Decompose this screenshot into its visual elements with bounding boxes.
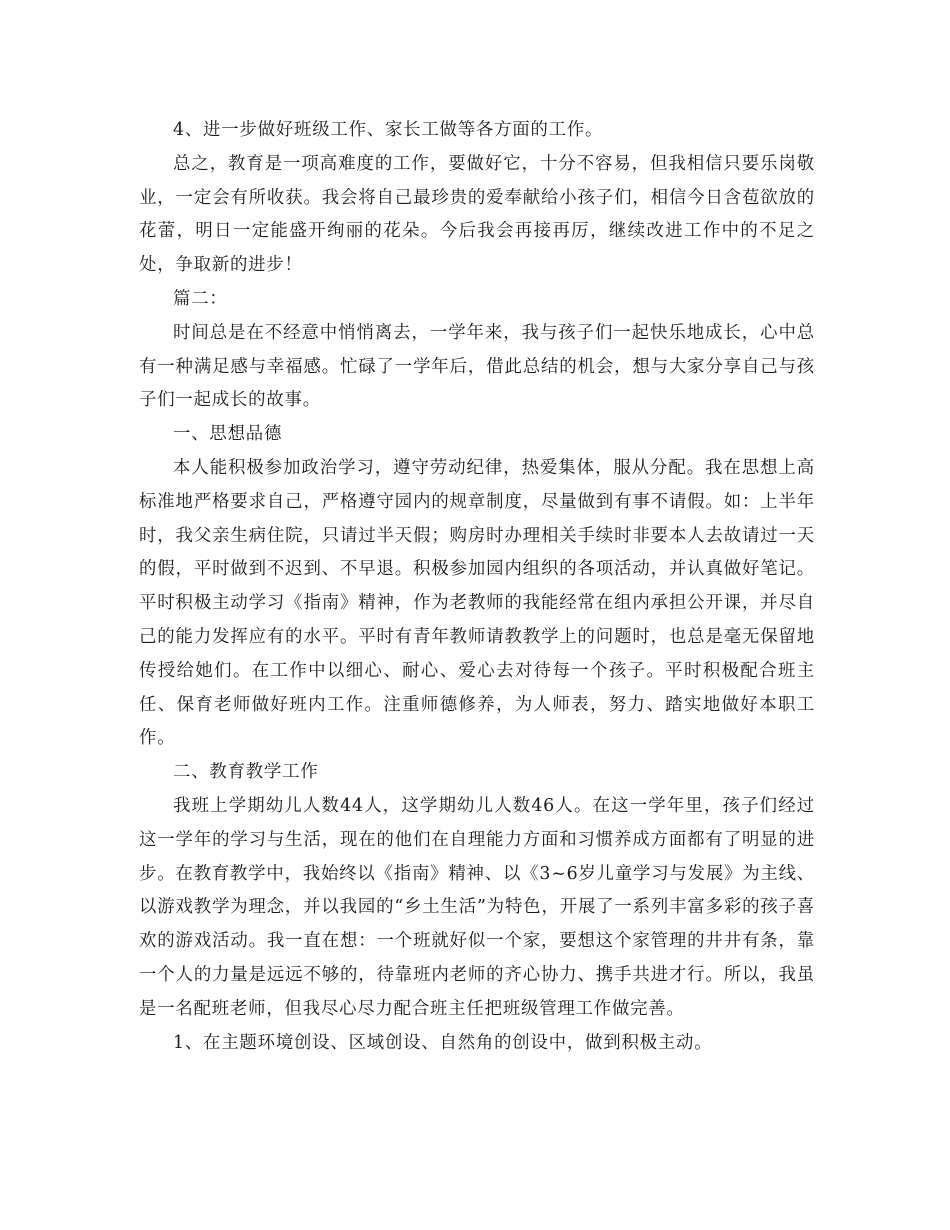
document-body [139,114,815,1060]
section-label-part-two: 篇二： [173,288,228,309]
ideology-paragraph: 本人能积极参加政治学习，遵守劳动纪律，热爱集体，服从分配。我在思想上高标准地严格要求自己，严格遵守园内的规章制度，尽量做到有事不请假。如：上半年时，我父亲生病住院，只请过半天假；购房时办理相关手续时非要本人去故请过一天的假，平时做到不迟到、不早退。积极参加园内组织的各项活动，并认真做好笔记。平时积极主动学习《指南》精神，作为老教师的我能经常在组内承担公开课，并尽自己的能力发挥应有的水平。平时有青年教师请教教学上的问题时，也总是毫无保留地传授给她们。在工作中以细心、耐心、爱心去对待每一个孩子。平时积极配合班主任、保育老师做好班内工作。注重师德修养，为人师表，努力、踏实地做好本职工作。 [139,457,815,749]
list-item-4: 4、进一步做好班级工作、家长工做等各方面的工作。 [173,120,604,140]
intro-paragraph: 时间总是在不经意中悄悄离去，一学年来，我与孩子们一起快乐地成长，心中总有一种满足感与幸福感。忙碌了一学年后，借此总结的机会，想与大家分享自己与孩子们一起成长的故事。 [139,322,815,411]
list-item-1: 1、在主题环境创设、区域创设、自然角的创设中，做到积极主动。 [173,1032,713,1053]
conclusion-paragraph: 总之，教育是一项高难度的工作，要做好它，十分不容易，但我相信只要乐岗敬业，一定会有所收获。我会将自己最珍贵的爱奉献给小孩子们，相信今日含苞欲放的花蕾，明日一定能盛开绚丽的花朵。今后我会再接再厉，继续改进工作中的不足之处，争取新的进步！ [139,153,815,276]
heading-education-teaching: 二、教育教学工作 [173,762,319,783]
heading-ideology-morality: 一、思想品德 [173,424,283,445]
teaching-paragraph: 我班上学期幼儿人数44人，这学期幼儿人数46人。在这一学年里，孩子们经过这一学年的学习与生活，现在的他们在自理能力方面和习惯养成方面都有了明显的进步。在教育教学中，我始终以《指南》精神、以《3~6岁儿童学习与发展》为主线、以游戏教学为理念，并以我园的“乡土生活”为特色，开展了一系列丰富多彩的孩子喜欢的游戏活动。我一直在想：一个班就好似一个家，要想这个家管理的井井有条，靠一个人的力量是远远不够的，待靠班内老师的齐心协力、携手共进才行。所以，我虽是一名配班老师，但我尽心尽力配合班主任把班级管理工作做完善。 [139,795,815,1019]
